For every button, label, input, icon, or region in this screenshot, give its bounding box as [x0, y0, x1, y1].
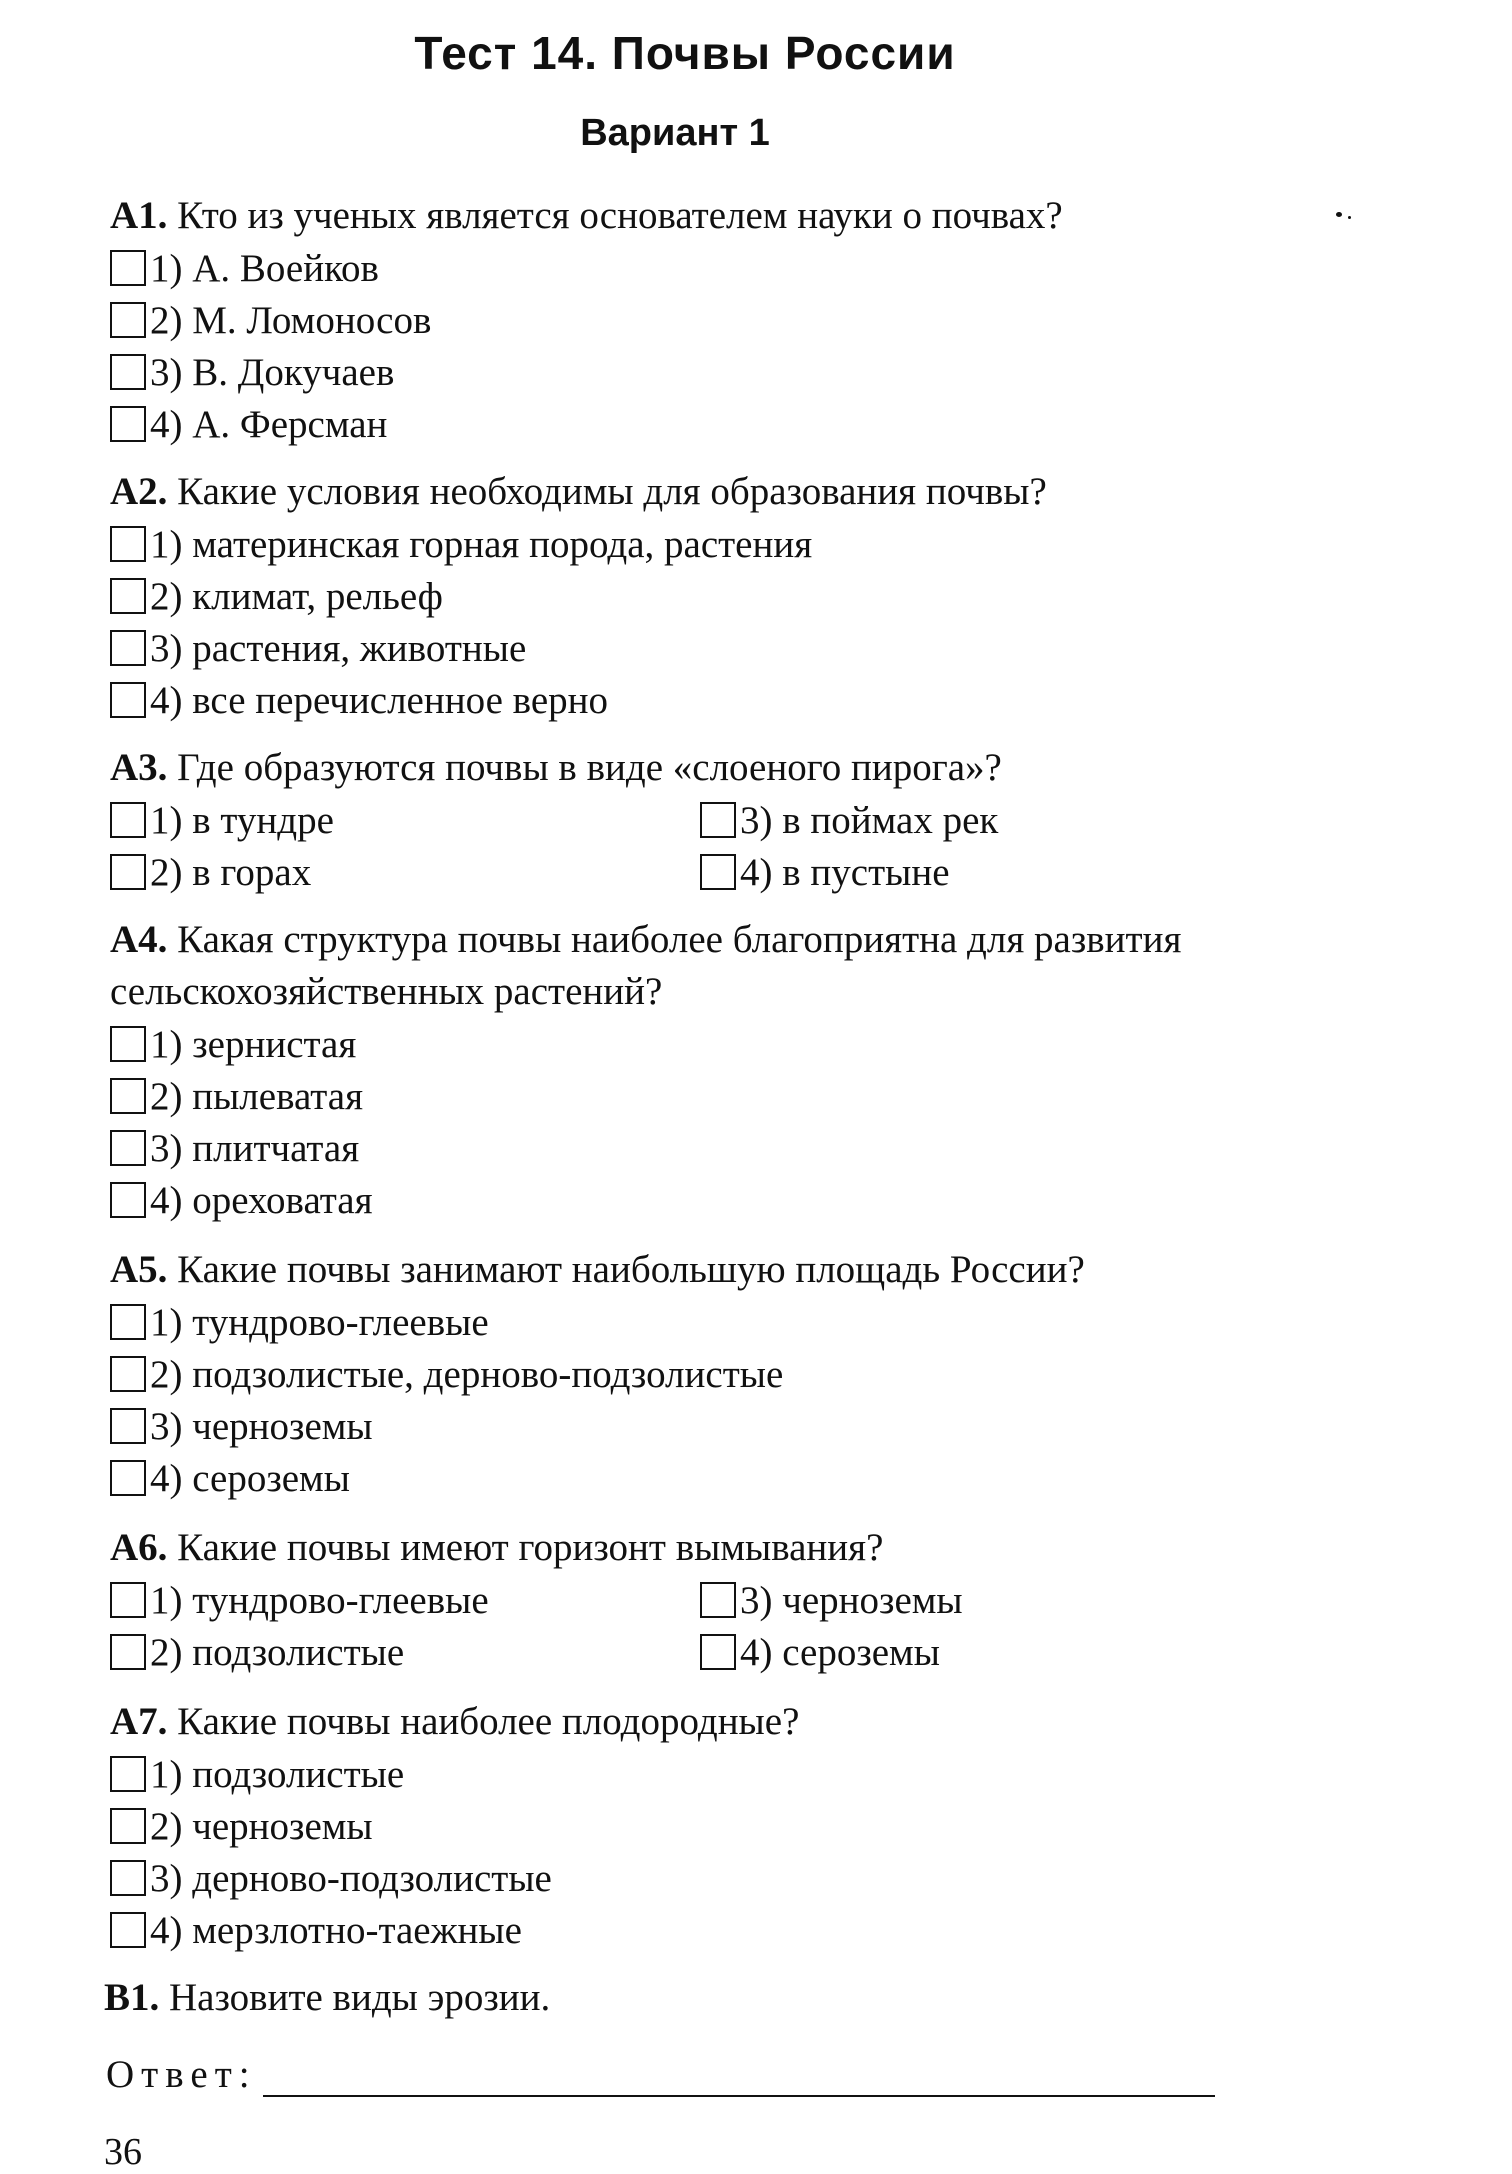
- question-number: А4.: [110, 918, 168, 961]
- option-label: 3) черноземы: [740, 1578, 963, 1622]
- options-list: [110, 794, 1260, 898]
- checkbox[interactable]: [110, 1078, 146, 1114]
- variant-heading: Вариант 1: [580, 112, 770, 154]
- option-3[interactable]: [110, 1122, 1260, 1174]
- question-a5: [110, 1244, 1260, 1504]
- scan-speck: [1348, 216, 1351, 219]
- question-number: А2.: [110, 470, 168, 513]
- option-label: 4) ореховатая: [150, 1178, 373, 1222]
- checkbox[interactable]: [700, 802, 736, 838]
- checkbox[interactable]: [110, 250, 146, 286]
- checkbox[interactable]: [110, 1756, 146, 1792]
- checkbox[interactable]: [110, 802, 146, 838]
- option-4[interactable]: [700, 846, 1260, 898]
- checkbox[interactable]: [110, 854, 146, 890]
- checkbox[interactable]: [700, 1582, 736, 1618]
- option-4[interactable]: [110, 398, 1260, 450]
- checkbox[interactable]: [700, 854, 736, 890]
- option-label: 2) подзолистые: [150, 1630, 405, 1674]
- option-label: 4) А. Ферсман: [150, 402, 388, 446]
- option-label: 2) черноземы: [150, 1804, 373, 1848]
- checkbox[interactable]: [110, 354, 146, 390]
- option-3[interactable]: [110, 1400, 1260, 1452]
- option-label: 3) растения, животные: [150, 626, 527, 670]
- checkbox[interactable]: [110, 1460, 146, 1496]
- option-label: 4) сероземы: [150, 1456, 350, 1500]
- question-a2: [110, 466, 1260, 726]
- option-label: 1) зернистая: [150, 1022, 357, 1066]
- option-4[interactable]: [110, 674, 1260, 726]
- answer-label: Ответ:: [106, 2053, 257, 2096]
- question-prompt: Какие почвы занимают наибольшую площадь России?: [177, 1248, 1085, 1291]
- question-text: [110, 1244, 1260, 1296]
- option-label: 4) все перечисленное верно: [150, 678, 609, 722]
- option-label: 2) в горах: [150, 850, 312, 894]
- checkbox[interactable]: [110, 1182, 146, 1218]
- checkbox[interactable]: [110, 1130, 146, 1166]
- checkbox[interactable]: [110, 406, 146, 442]
- checkbox[interactable]: [110, 526, 146, 562]
- question-number: А5.: [110, 1248, 168, 1291]
- option-1[interactable]: [110, 1574, 700, 1626]
- option-1[interactable]: [110, 242, 1260, 294]
- question-a1: [110, 190, 1260, 450]
- option-4[interactable]: [110, 1174, 1260, 1226]
- option-3[interactable]: [110, 1852, 1260, 1904]
- option-3[interactable]: [700, 1574, 1260, 1626]
- question-a6: [110, 1522, 1260, 1678]
- option-label: 3) дерново-подзолистые: [150, 1856, 552, 1900]
- options-list: [110, 1748, 1260, 1956]
- checkbox[interactable]: [110, 578, 146, 614]
- question-prompt: Кто из ученых является основателем науки о почвах?: [177, 194, 1063, 237]
- question-text: [110, 1522, 1260, 1574]
- checkbox[interactable]: [110, 1808, 146, 1844]
- page-title: Тест 14. Почвы России: [414, 27, 956, 79]
- option-2[interactable]: [110, 1800, 1260, 1852]
- checkbox[interactable]: [110, 1582, 146, 1618]
- option-label: 4) мерзлотно-таежные: [150, 1908, 522, 1952]
- question-a7: [110, 1696, 1260, 1956]
- option-1[interactable]: [110, 1748, 1260, 1800]
- checkbox[interactable]: [110, 630, 146, 666]
- options-list: [110, 242, 1260, 450]
- option-1[interactable]: [110, 518, 1260, 570]
- question-text: [104, 1972, 1254, 2024]
- question-prompt: Какие условия необходимы для образования почвы?: [177, 470, 1047, 513]
- question-prompt: Где образуются почвы в виде «слоеного пирога»?: [177, 746, 1002, 789]
- checkbox[interactable]: [110, 1912, 146, 1948]
- scan-speck: [1336, 212, 1342, 217]
- option-3[interactable]: [110, 622, 1260, 674]
- checkbox[interactable]: [110, 1634, 146, 1670]
- option-2[interactable]: [110, 846, 700, 898]
- options-list: [110, 1296, 1260, 1504]
- option-2[interactable]: [110, 294, 1260, 346]
- question-text: [110, 742, 1260, 794]
- checkbox[interactable]: [110, 1026, 146, 1062]
- option-label: 1) в тундре: [150, 798, 334, 842]
- option-label: 3) черноземы: [150, 1404, 373, 1448]
- option-4[interactable]: [110, 1904, 1260, 1956]
- option-label: 1) материнская горная порода, растения: [150, 522, 813, 566]
- question-prompt: Какие почвы имеют горизонт вымывания?: [177, 1526, 884, 1569]
- question-prompt: Какая структура почвы наиболее благоприятна для развития сельскохозяйственных растений?: [110, 918, 1182, 1013]
- option-2[interactable]: [110, 570, 1260, 622]
- question-b1: [104, 1972, 1254, 2024]
- option-3[interactable]: [110, 346, 1260, 398]
- option-label: 3) В. Докучаев: [150, 350, 395, 394]
- option-label: 3) плитчатая: [150, 1126, 360, 1170]
- answer-field[interactable]: [106, 2052, 1215, 2097]
- answer-line[interactable]: [263, 2055, 1215, 2097]
- option-label: 1) подзолистые: [150, 1752, 405, 1796]
- checkbox[interactable]: [110, 1304, 146, 1340]
- checkbox[interactable]: [110, 1408, 146, 1444]
- option-label: 2) подзолистые, дерново-подзолистые: [150, 1352, 784, 1396]
- checkbox[interactable]: [110, 302, 146, 338]
- option-1[interactable]: [110, 794, 700, 846]
- option-label: 2) климат, рельеф: [150, 574, 443, 618]
- option-label: 2) М. Ломоносов: [150, 298, 432, 342]
- question-number: А3.: [110, 746, 168, 789]
- option-4[interactable]: [110, 1452, 1260, 1504]
- question-number: А1.: [110, 194, 168, 237]
- option-2[interactable]: [110, 1348, 1260, 1400]
- question-a4: [110, 914, 1260, 1226]
- option-label: 1) тундрово-глеевые: [150, 1578, 489, 1622]
- question-number: В1.: [104, 1976, 160, 2019]
- checkbox[interactable]: [110, 1356, 146, 1392]
- option-label: 2) пылеватая: [150, 1074, 364, 1118]
- option-2[interactable]: [110, 1070, 1260, 1122]
- options-list: [110, 1574, 1260, 1678]
- options-list: [110, 1018, 1260, 1226]
- option-1[interactable]: [110, 1296, 1260, 1348]
- option-label: 1) тундрово-глеевые: [150, 1300, 489, 1344]
- question-text: [110, 466, 1260, 518]
- question-prompt: Назовите виды эрозии.: [169, 1976, 551, 2019]
- checkbox[interactable]: [110, 682, 146, 718]
- option-2[interactable]: [110, 1626, 700, 1678]
- option-1[interactable]: [110, 1018, 1260, 1070]
- question-a3: [110, 742, 1260, 898]
- page-number: 36: [104, 2131, 142, 2173]
- question-text: [110, 1696, 1260, 1748]
- question-number: А6.: [110, 1526, 168, 1569]
- question-number: А7.: [110, 1700, 168, 1743]
- options-list: [110, 518, 1260, 726]
- option-label: 4) сероземы: [740, 1630, 940, 1674]
- question-text: [110, 190, 1260, 242]
- option-label: 3) в поймах рек: [740, 798, 999, 842]
- checkbox[interactable]: [700, 1634, 736, 1670]
- option-4[interactable]: [700, 1626, 1260, 1678]
- question-text: [110, 914, 1260, 1018]
- option-3[interactable]: [700, 794, 1260, 846]
- checkbox[interactable]: [110, 1860, 146, 1896]
- option-label: 1) А. Воейков: [150, 246, 379, 290]
- option-label: 4) в пустыне: [740, 850, 950, 894]
- question-prompt: Какие почвы наиболее плодородные?: [177, 1700, 800, 1743]
